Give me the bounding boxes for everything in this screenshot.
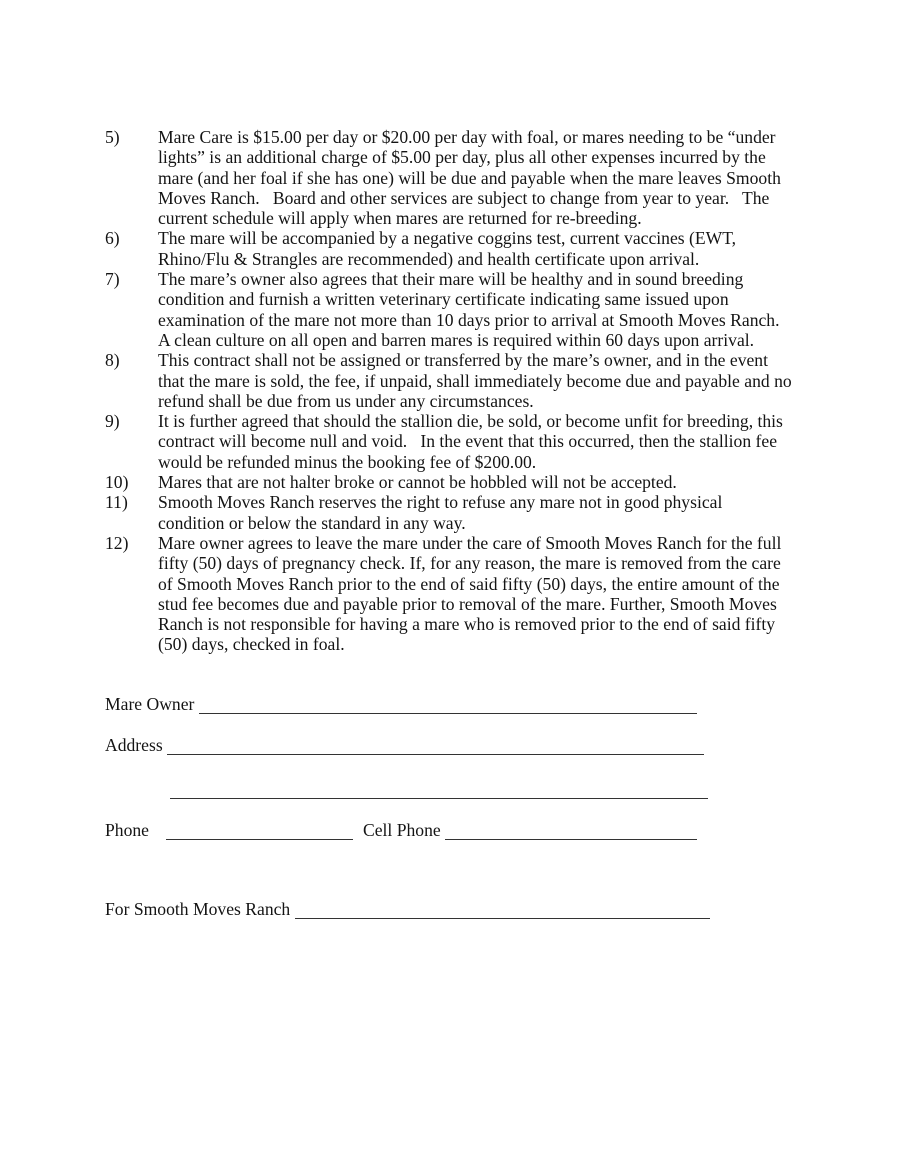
clause-12-number: 12) [105,532,129,553]
clause-10-number: 10) [105,472,129,493]
clause-11-text: Smooth Moves Ranch reserves the right to refuse any mare not in good physical condition or below the standard in any way. [158,492,727,533]
clause-6-number: 6) [105,228,120,249]
mare-owner-row [105,691,697,717]
clause-5-text: Mare Care is $15.00 per day or $20.00 per day with foal, or mares needing to be “under lights” is an additional charge of $5.00 per day, plus all other expenses incurred by the mare (and her foal if she has one) will be due and payable when the mare leaves Smooth Moves Ranch. Board and other services are subject to change from year to year. The current schedule will apply when mares are returned for re-breeding. [158,127,786,229]
cell-phone-field[interactable] [445,819,697,840]
ranch-signature-row [105,896,710,922]
clause-8-text: This contract shall not be assigned or transferred by the mare’s owner, and in the event that the mare is sold, the fee, if unpaid, shall immediately become due and payable and no refund shall be due from us under any circumstances. [158,350,797,411]
mare-owner-field[interactable] [199,693,697,714]
clause-7 [105,269,792,350]
clause-5 [105,127,792,228]
clause-12 [105,533,792,655]
clause-10 [105,472,792,492]
contract-clause-list [105,127,797,655]
address-row-line2 [105,776,708,802]
clause-8-number: 8) [105,350,120,371]
address-field-line2[interactable] [170,778,708,799]
clause-7-text: The mare’s owner also agrees that their mare will be healthy and in sound breeding condition and furnish a written veterinary certificate indicating same issued upon examination of the mare not more than 10 days prior to arrival at Smooth Moves Ranch. A clean culture on all open and barren mares is required within 60 days upon arrival. [158,269,783,350]
clause-11-number: 11) [105,492,128,513]
clause-6-text: The mare will be accompanied by a negative coggins test, current vaccines (EWT, Rhino/Flu & Strangles are recommended) and health certificate upon arrival. [158,228,741,269]
address-label: Address [105,735,163,755]
clause-10-text: Mares that are not halter broke or cannot be hobbled will not be accepted. [158,472,677,493]
clause-8 [105,350,797,411]
phone-row [105,817,697,843]
clause-12-text: Mare owner agrees to leave the mare under the care of Smooth Moves Ranch for the full fifty (50) days of pregnancy check. If, for any reason, the mare is removed from the care of Smooth Moves Ranch prior to the end of said fifty (50) days, the entire amount of the stud fee becomes due and payable prior to removal of the mare. Further, Smooth Moves Ranch is not responsible for having a mare who is removed prior to the end of said fifty (50) days, checked in foal. [158,532,786,655]
ranch-signature-field[interactable] [295,898,710,919]
clause-5-number: 5) [105,127,120,147]
address-field[interactable] [167,734,704,755]
clause-9-number: 9) [105,411,120,432]
clause-9 [105,411,792,472]
ranch-signature-label: For Smooth Moves Ranch [105,899,291,919]
clause-9-text: It is further agreed that should the stallion die, be sold, or become unfit for breeding, this contract will become null and void. In the event that this occurred, then the stallion fee would be refunded minus the booking fee of $200.00. [158,411,788,472]
clause-11 [105,492,792,533]
phone-label: Phone [105,820,149,840]
address-row [105,732,704,758]
phone-field[interactable] [166,819,353,840]
cell-phone-label: Cell Phone [362,820,441,840]
clause-6 [105,228,792,269]
mare-owner-label: Mare Owner [105,694,195,714]
clause-7-number: 7) [105,269,120,290]
